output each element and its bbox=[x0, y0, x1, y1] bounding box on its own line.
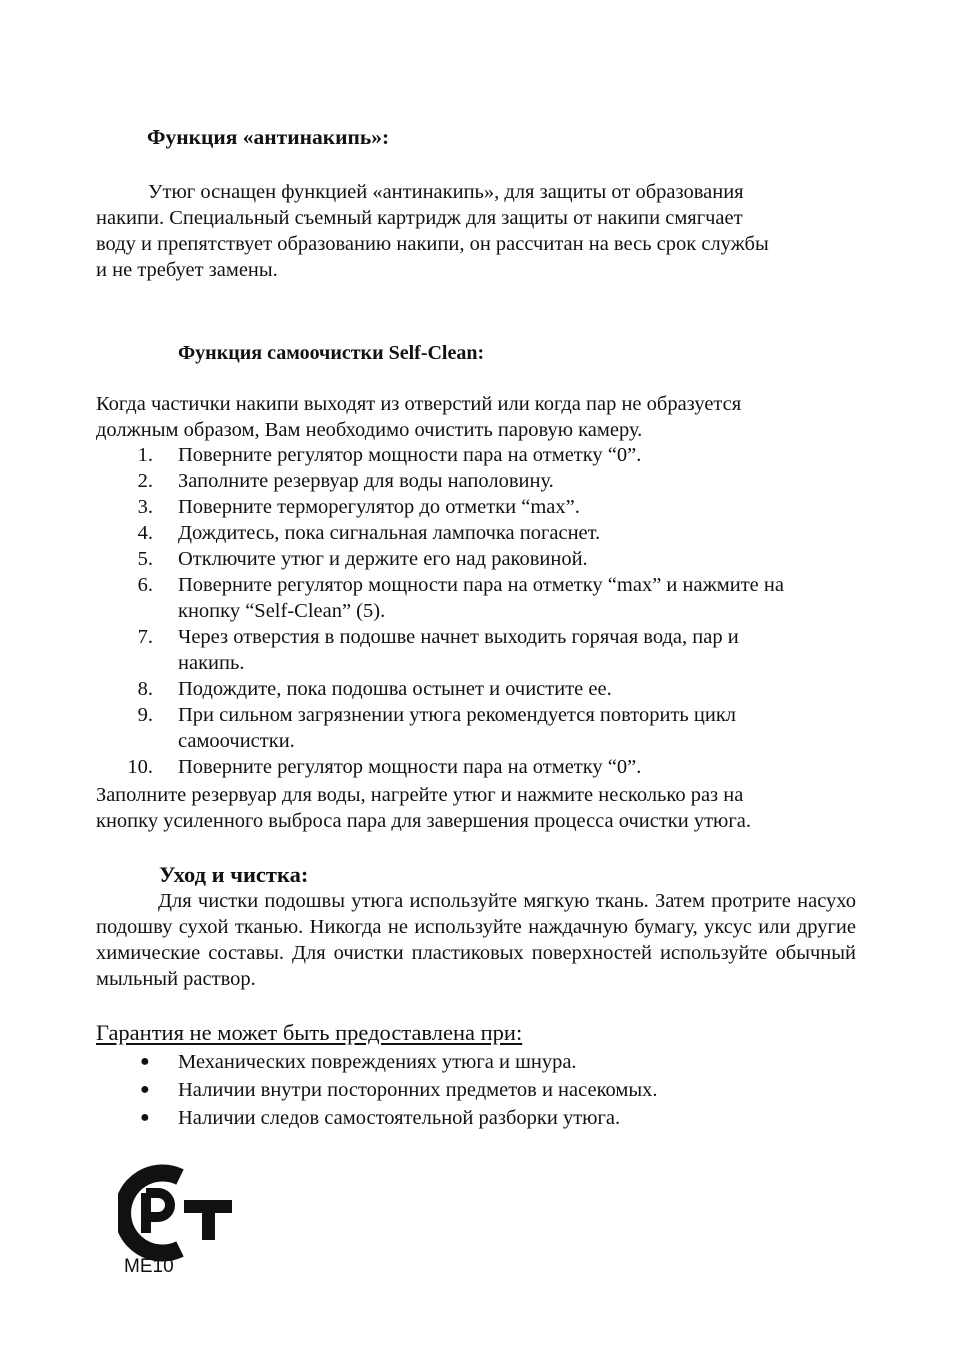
step-number: 2. bbox=[137, 470, 153, 492]
step-item bbox=[96, 754, 856, 780]
selfclean-steps bbox=[96, 442, 856, 780]
step-text: накипь. bbox=[178, 652, 245, 674]
step-number: 7. bbox=[137, 626, 153, 648]
care-heading: Уход и чистка: bbox=[159, 862, 309, 887]
selfclean-heading: Функция самоочистки Self-Clean: bbox=[178, 342, 485, 364]
step-text: самоочистки. bbox=[178, 730, 295, 752]
step-text: кнопку “Self-Clean” (5). bbox=[178, 600, 386, 622]
warranty-item-text: Наличии следов самостоятельной разборки утюга. bbox=[178, 1107, 621, 1129]
step-item bbox=[96, 676, 856, 702]
warranty-item-text: Механических повреждениях утюга и шнура. bbox=[178, 1051, 577, 1073]
antiscale-line: воду и препятствует образованию накипи, он рассчитан на весь срок службы bbox=[96, 233, 769, 255]
step-number: 6. bbox=[137, 574, 153, 596]
step-text: Поверните терморегулятор до отметки “max”. bbox=[178, 496, 580, 518]
step-text: Дождитесь, пока сигнальная лампочка погаснет. bbox=[178, 522, 601, 544]
step-text: Подождите, пока подошва остынет и очистите ее. bbox=[178, 678, 612, 700]
antiscale-line: Утюг оснащен функцией «антинакипь», для защиты от образования bbox=[148, 181, 744, 203]
step-text: Заполните резервуар для воды наполовину. bbox=[178, 470, 554, 492]
antiscale-line: накипи. Специальный съемный картридж для защиты от накипи смягчает bbox=[96, 207, 743, 229]
step-item bbox=[96, 468, 856, 494]
step-number: 3. bbox=[137, 496, 153, 518]
step-text: Отключите утюг и держите его над раковиной. bbox=[178, 548, 588, 570]
selfclean-intro bbox=[96, 391, 856, 443]
warranty-item bbox=[96, 1076, 856, 1104]
step-number: 1. bbox=[137, 444, 153, 466]
warranty-item-text: Наличии внутри посторонних предметов и насекомых. bbox=[178, 1079, 658, 1101]
step-text: Поверните регулятор мощности пара на отметку “0”. bbox=[178, 444, 642, 466]
warranty-list bbox=[96, 1048, 856, 1132]
step-text: Поверните регулятор мощности пара на отметку “max” и нажмите на bbox=[178, 574, 784, 596]
warranty-item bbox=[96, 1104, 856, 1132]
step-text: Через отверстия в подошве начнет выходить горячая вода, пар и bbox=[178, 626, 739, 648]
step-number: 9. bbox=[137, 704, 153, 726]
warranty-item bbox=[96, 1048, 856, 1076]
antiscale-line: и не требует замены. bbox=[96, 259, 278, 281]
step-item bbox=[96, 572, 856, 624]
step-text: Поверните регулятор мощности пара на отметку “0”. bbox=[178, 756, 642, 778]
selfclean-outro-line: Заполните резервуар для воды, нагрейте утюг и нажмите несколько раз на bbox=[96, 784, 744, 806]
antiscale-paragraph bbox=[96, 179, 856, 283]
warranty-heading: Гарантия не может быть предоставлена при: bbox=[96, 1020, 523, 1045]
step-item bbox=[96, 546, 856, 572]
step-item bbox=[96, 624, 856, 676]
step-text: При сильном загрязнении утюга рекомендуется повторить цикл bbox=[178, 704, 737, 726]
step-number: 4. bbox=[137, 522, 153, 544]
antiscale-heading: Функция «антинакипь»: bbox=[147, 125, 390, 149]
step-item bbox=[96, 442, 856, 468]
selfclean-outro bbox=[96, 782, 856, 834]
step-number: 10. bbox=[127, 756, 153, 778]
step-item bbox=[96, 494, 856, 520]
bullet-icon: ● bbox=[140, 1053, 150, 1070]
step-number: 8. bbox=[137, 678, 153, 700]
step-number: 5. bbox=[137, 548, 153, 570]
selfclean-intro-line: должным образом, Вам необходимо очистить паровую камеру. bbox=[96, 419, 643, 441]
step-item bbox=[96, 520, 856, 546]
selfclean-intro-line: Когда частички накипи выходят из отверстий или когда пар не образуется bbox=[96, 393, 742, 415]
bullet-icon: ● bbox=[140, 1109, 150, 1126]
certification-code: ME10 bbox=[124, 1256, 174, 1277]
bullet-icon: ● bbox=[140, 1081, 150, 1098]
care-paragraph: Для чистки подошвы утюга используйте мягкую ткань. Затем протрите насухо подошву сухой тканью. Никогда не используйте наждачную бумагу, уксус или другие химические составы. Для очистки пластиковых поверхностей используйте обычный мыльный раствор. bbox=[96, 890, 856, 990]
step-item bbox=[96, 702, 856, 754]
selfclean-outro-line: кнопку усиленного выброса пара для завершения процесса очистки утюга. bbox=[96, 810, 752, 832]
